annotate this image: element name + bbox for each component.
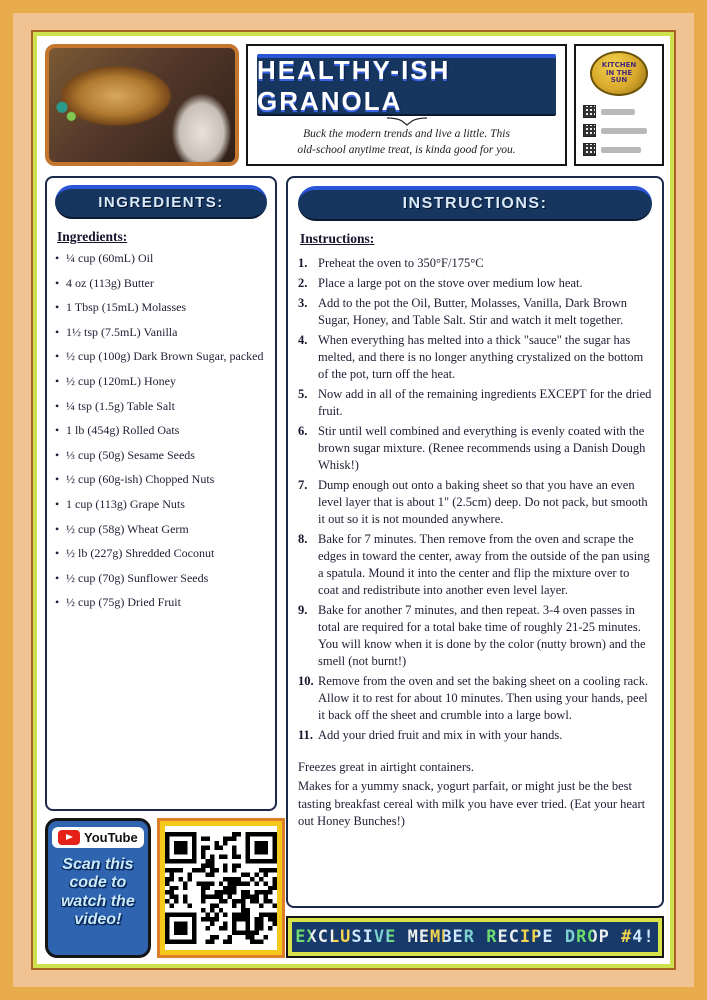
ingredient-item: • ½ cup (70g) Sunflower Seeds: [55, 571, 267, 587]
header-row: [45, 44, 664, 166]
title-box: [246, 44, 567, 166]
ingredient-item: • ½ cup (100g) Dark Brown Sugar, packed: [55, 349, 267, 365]
title-bar: [257, 54, 556, 116]
instruction-step: Dump enough out onto a baking sheet so that you have an even level layer that is about 1" (2.5cm) deep. Do not pack, but smooth it out so it is not mounded anywhere.: [318, 478, 648, 526]
ingredient-item: • 4 oz (113g) Butter: [55, 276, 267, 292]
page-title: HEALTHY-ISH GRANOLA: [257, 55, 451, 116]
website-icon: [583, 124, 596, 137]
instruction-step: Stir until well combined and everything is evenly coated with the brown sugar mixture. (Renee recommends using a Danish Dough Whisk!): [318, 424, 646, 472]
qr-code: [165, 826, 277, 950]
logo-line-1: KITCHEN: [601, 60, 637, 69]
ingredient-list: [55, 251, 267, 620]
right-column: [286, 176, 664, 958]
ingredient-item: • ½ cup (75g) Dried Fruit: [55, 595, 267, 611]
tagline-line-2: old-school anytime treat, is kinda good for you.: [297, 143, 516, 156]
ingredient-item: • ¼ cup (60mL) Oil: [55, 251, 267, 267]
instruction-step: Bake for 7 minutes. Then remove from the oven and scrape the edges in toward the center, away from the outside of the pan using a spatula. Mound it into the center and flip the mixture over to coat and redistribute into another even level layer.: [318, 532, 650, 597]
instruction-step: Add your dried fruit and mix in with your hands.: [318, 728, 563, 742]
left-column: [45, 176, 277, 958]
social-row: [580, 124, 658, 137]
social-row: [580, 105, 658, 118]
ingredient-item: • 1 lb (454g) Rolled Oats: [55, 423, 267, 439]
ingredients-list-title: Ingredients:: [57, 229, 128, 244]
instruction-step: Remove from the oven and set the baking sheet on a cooling rack. Allow it to rest for about 10 minutes. Then using your hands, peel it back off the sheet and crumble into a large bowl.: [318, 674, 649, 722]
social-row: [580, 143, 658, 156]
tagline-line-1: Buck the modern trends and live a little. This: [303, 128, 510, 140]
youtube-wordmark: YouTube: [84, 830, 138, 845]
instruction-step: Preheat the oven to 350°F/175°C: [318, 256, 484, 270]
youtube-play-icon: [58, 830, 80, 845]
instagram-icon: [583, 143, 596, 156]
instruction-step: Add to the pot the Oil, Butter, Molasses, Vanilla, Dark Brown Sugar, Honey, and Table Salt. Stir and watch it melt together.: [318, 296, 627, 327]
recipe-card: [31, 30, 676, 970]
ingredient-item: • 1½ tsp (7.5mL) Vanilla: [55, 325, 267, 341]
instruction-step: Place a large pot on the stove over medium low heat.: [318, 276, 583, 290]
channel-logo: [590, 51, 648, 96]
note-paragraph: Makes for a yummy snack, yogurt parfait, or might just be the best tasting breakfast cereal with milk you have ever tried. (Eat your heart out Honey Bunches!): [298, 779, 646, 828]
social-handle-text: [601, 128, 647, 134]
ingredient-item: • ½ cup (120mL) Honey: [55, 374, 267, 390]
banner-text: EXCLUSIVE MEMBER RECIPE DROP #4!: [295, 927, 655, 947]
instructions-panel: [286, 176, 664, 908]
instructions-header: INSTRUCTIONS:: [298, 186, 652, 221]
ingredient-item: • 1 Tbsp (15mL) Molasses: [55, 300, 267, 316]
note-paragraph: Freezes great in airtight containers.: [298, 760, 474, 774]
video-row: [45, 818, 277, 958]
youtube-panel: [45, 818, 151, 958]
qr-panel: [157, 818, 285, 958]
ingredient-item: • ½ lb (227g) Shredded Coconut: [55, 546, 267, 562]
ingredient-item: • 1 cup (113g) Grape Nuts: [55, 497, 267, 513]
ingredient-item: • ¼ tsp (1.5g) Table Salt: [55, 399, 267, 415]
instruction-step: When everything has melted into a thick "sauce" the sugar has melted, and there is no longer anything crystalized on the bottom of the pot, turn off the heat.: [318, 333, 644, 381]
youtube-badge: [52, 827, 144, 848]
logo-line-2: IN THE: [605, 68, 633, 77]
footer-banner: [286, 916, 664, 958]
logo-line-3: SUN: [610, 76, 628, 85]
channel-logo-box: [574, 44, 664, 166]
social-handle-text: [601, 147, 641, 153]
inner-frame: [13, 13, 694, 987]
main-row: [45, 176, 664, 958]
instruction-step: Bake for another 7 minutes, and then repeat. 3-4 oven passes in total are required for a total bake time of roughly 21-25 minutes. You will know when it is done by the color (nutty brown) and the smell (not burnt!): [318, 603, 646, 668]
instruction-step: Now add in all of the remaining ingredients EXCEPT for the dried fruit.: [318, 387, 652, 418]
ingredient-item: • ½ cup (58g) Wheat Germ: [55, 522, 267, 538]
ingredient-item: • ½ cup (60g-ish) Chopped Nuts: [55, 472, 267, 488]
instruction-steps: [298, 255, 652, 747]
ingredients-panel: [45, 176, 277, 811]
instructions-list-title: Instructions:: [300, 231, 375, 246]
ingredient-item: • ⅓ cup (50g) Sesame Seeds: [55, 448, 267, 464]
patreon-icon: [583, 105, 596, 118]
closing-notes: [298, 759, 652, 832]
brace-connector: [387, 117, 427, 126]
granola-photo: [45, 44, 239, 166]
ingredients-header: INGREDIENTS:: [55, 185, 267, 219]
scan-instruction-text: Scan this code to watch the video!: [60, 856, 135, 929]
tagline: [257, 127, 556, 158]
social-handle-text: [601, 109, 635, 115]
